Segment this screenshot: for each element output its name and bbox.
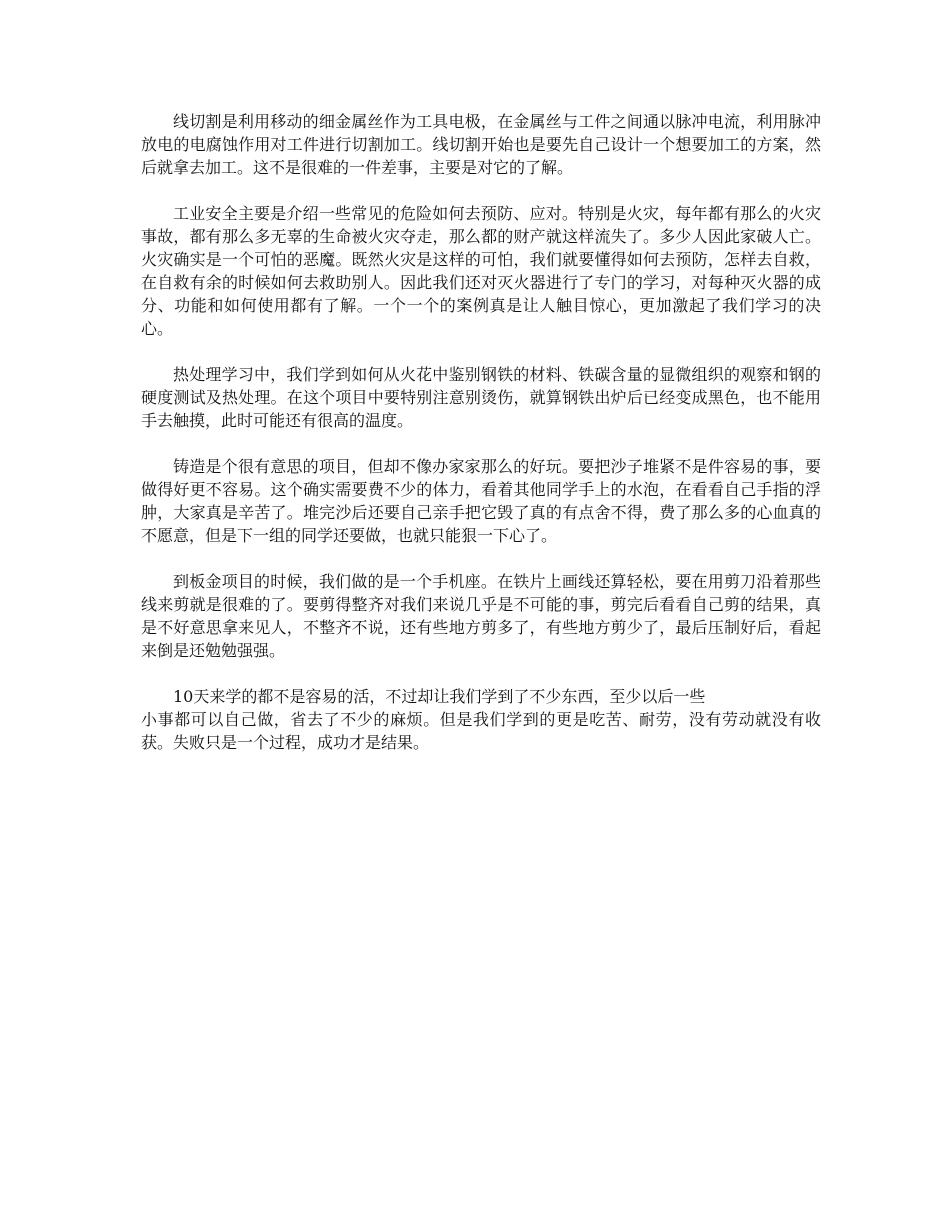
paragraph-heat-treatment: 热处理学习中，我们学到如何从火花中鉴别钢铁的材料、铁碳含量的显微组织的观察和钢的硬度测试及热处理。在这个项目中要特别注意别烫伤，就算钢铁出炉后已经变成黑色，也不能用手去触摸，此时可能还有很高的温度。: [141, 365, 821, 430]
document-body: [141, 110, 821, 777]
paragraph-casting: 铸造是个很有意思的项目，但却不像办家家那么的好玩。要把沙子堆紧不是件容易的事，要做得好更不容易。这个确实需要费不少的体力，看着其他同学手上的水泡，在看看自己手指的浮肿，大家真是辛苦了。堆完沙后还要自己亲手把它毁了真的有点舍不得，费了那么多的心血真的不愿意，但是下一组的同学还要做，也就只能狠一下心了。: [141, 457, 821, 545]
paragraph-conclusion: 10天来学的都不是容易的活，不过却让我们学到了不少东西，至少以后一些 小事都可以自己做，省去了不少的麻烦。但是我们学到的更是吃苦、耐劳，没有劳动就没有收获。失败只是一个过程，成功才是结果。: [141, 687, 821, 752]
paragraph-sheet-metal: 到板金项目的时候，我们做的是一个手机座。在铁片上画线还算轻松，要在用剪刀沿着那些线来剪就是很难的了。要剪得整齐对我们来说几乎是不可能的事，剪完后看看自己剪的结果，真是不好意思拿来见人，不整齐不说，还有些地方剪多了，有些地方剪少了，最后压制好后，看起来倒是还勉勉强强。: [141, 572, 821, 660]
paragraph-wire-cutting: 线切割是利用移动的细金属丝作为工具电极，在金属丝与工件之间通以脉冲电流，利用脉冲放电的电腐蚀作用对工件进行切割加工。线切割开始也是要先自己设计一个想要加工的方案，然后就拿去加工。这不是很难的一件差事，主要是对它的了解。: [141, 112, 821, 177]
paragraph-industrial-safety: 工业安全主要是介绍一些常见的危险如何去预防、应对。特别是火灾，每年都有那么的火灾事故，都有那么多无辜的生命被火灾夺走，那么都的财产就这样流失了。多少人因此家破人亡。火灾确实是一个可怕的恶魔。既然火灾是这样的可怕，我们就要懂得如何去预防，怎样去自救，在自救有余的时候如何去救助别人。因此我们还对灭火器进行了专门的学习，对每种灭火器的成分、功能和如何使用都有了解。一个一个的案例真是让人触目惊心，更加激起了我们学习的决心。: [141, 204, 821, 338]
